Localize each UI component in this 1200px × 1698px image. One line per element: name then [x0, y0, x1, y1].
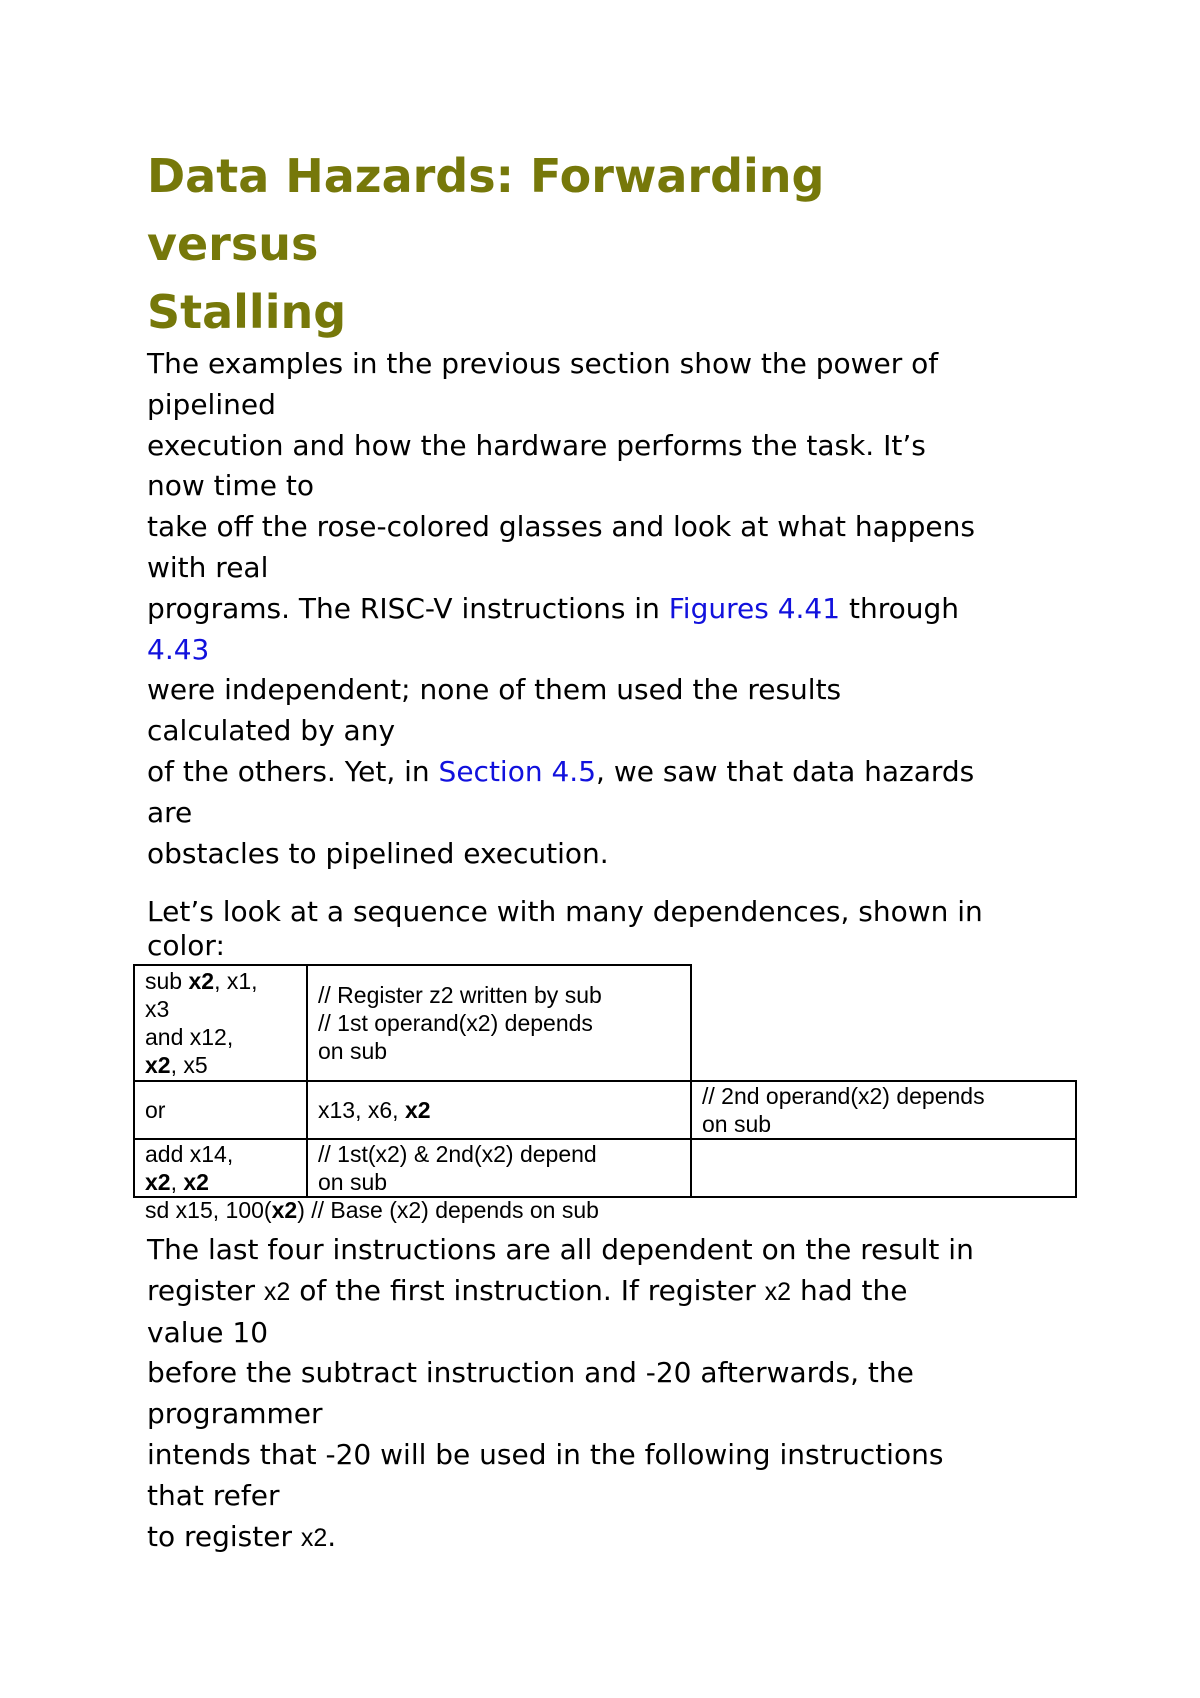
- text-segment: through: [840, 591, 959, 625]
- text-line: pipelined: [147, 387, 276, 421]
- code-text: x3: [145, 996, 170, 1022]
- text-line: execution and how the hardware performs the task. It’s: [147, 428, 926, 462]
- table-cell: [307, 1139, 691, 1197]
- register-name: x2: [764, 1277, 792, 1306]
- sequence-intro-paragraph: [147, 895, 1097, 963]
- register-highlight: x2: [188, 968, 215, 994]
- comment-text: on sub: [702, 1111, 772, 1137]
- comment-text: // 1st operand(x2) depends: [318, 1010, 593, 1036]
- comment-text: on sub: [318, 1038, 388, 1064]
- text-segment: of the others. Yet, in: [147, 754, 439, 788]
- text-line: The examples in the previous section show the power of: [147, 347, 939, 380]
- text-segment: , we saw that data hazards: [596, 754, 975, 788]
- text-line: were independent; none of them used the results: [147, 673, 842, 707]
- table-cell: [134, 1081, 307, 1139]
- register-highlight: x2: [183, 1169, 209, 1195]
- text-line: before the subtract instruction and -20 afterwards, the: [147, 1356, 914, 1390]
- title-line-3: Stalling: [147, 285, 347, 339]
- text-line: color:: [147, 929, 225, 962]
- code-text: ,: [170, 1169, 184, 1195]
- register-highlight: x2: [145, 1169, 171, 1195]
- text-line: [147, 630, 1097, 671]
- table-row: [134, 1139, 1076, 1197]
- figures-link[interactable]: Figures 4.41: [668, 591, 841, 625]
- text-line: are: [147, 795, 193, 829]
- text-line: intends that -20 will be used in the following instructions: [147, 1437, 944, 1471]
- register-name: x2: [263, 1277, 291, 1306]
- instruction-table: [133, 964, 1077, 1198]
- text-segment: .: [327, 1519, 337, 1553]
- register-name: x2: [300, 1523, 328, 1552]
- code-text: , x5: [170, 1052, 208, 1078]
- table-cell: [307, 965, 691, 1081]
- text-line: [147, 1517, 1097, 1559]
- table-row: [134, 965, 1076, 1081]
- comment-text: // Register z2 written by sub: [318, 982, 602, 1008]
- text-line: take off the rose-colored glasses and look at what happens: [147, 510, 975, 544]
- comment-text: // 2nd operand(x2) depends: [702, 1083, 985, 1109]
- intro-paragraph: [147, 344, 1097, 874]
- table-cell: [691, 1139, 1076, 1197]
- store-instruction-line: [145, 1196, 599, 1224]
- text-segment: programs. The RISC-V instructions in: [147, 591, 669, 625]
- text-segment: had the: [791, 1273, 908, 1307]
- text-line: [147, 752, 1097, 793]
- table-cell-empty: [691, 965, 1076, 1081]
- text-line: value 10: [147, 1315, 269, 1349]
- comment-text: // 1st(x2) & 2nd(x2) depend: [318, 1141, 597, 1167]
- code-text: or: [145, 1097, 166, 1123]
- comment-text: ) // Base (x2) depends on sub: [297, 1197, 599, 1223]
- text-line: The last four instructions are all dependent on the result in: [147, 1233, 974, 1266]
- title-line-2: versus: [147, 217, 319, 271]
- table-cell: [134, 965, 307, 1081]
- table-row: [134, 1081, 1076, 1139]
- code-text: , x1,: [214, 968, 258, 994]
- table-cell: [691, 1081, 1076, 1139]
- explanation-paragraph: [147, 1230, 1097, 1558]
- text-segment: to register: [147, 1519, 301, 1553]
- section-title: [147, 142, 824, 346]
- text-line: that refer: [147, 1478, 280, 1512]
- text-line: obstacles to pipelined execution.: [147, 836, 609, 870]
- text-line: Let’s look at a sequence with many dependences, shown in: [147, 895, 983, 928]
- comment-text: on sub: [318, 1169, 388, 1195]
- text-segment: of the first instruction. If register: [290, 1273, 765, 1307]
- section-link[interactable]: Section 4.5: [438, 754, 597, 788]
- figure-443-link[interactable]: 4.43: [147, 632, 210, 666]
- code-text: and x12,: [145, 1024, 234, 1050]
- register-highlight: x2: [145, 1052, 171, 1078]
- register-highlight: x2: [404, 1097, 431, 1123]
- text-line: calculated by any: [147, 714, 396, 748]
- code-text: add x14,: [145, 1141, 234, 1167]
- text-line: programmer: [147, 1397, 323, 1431]
- code-text: x13, x6,: [318, 1097, 405, 1123]
- title-line-1: Data Hazards: Forwarding: [147, 149, 825, 203]
- text-line: [147, 589, 1097, 630]
- text-segment: register: [147, 1273, 264, 1307]
- table-cell: [307, 1081, 691, 1139]
- text-line: now time to: [147, 469, 314, 503]
- table-cell: [134, 1139, 307, 1197]
- text-line: [147, 1271, 1097, 1313]
- code-text: sub: [145, 968, 189, 994]
- register-highlight: x2: [271, 1197, 298, 1223]
- text-line: with real: [147, 550, 269, 584]
- code-text: sd x15, 100(: [145, 1197, 272, 1223]
